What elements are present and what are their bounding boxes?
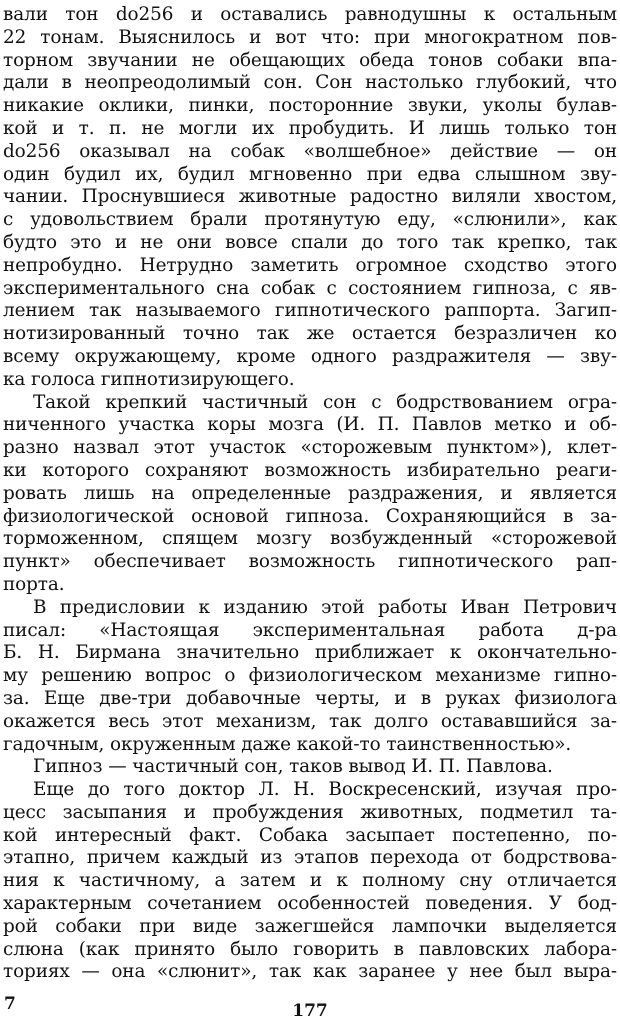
text-line: всему окружающему, кроме одного раздражителя — зву- bbox=[3, 345, 617, 367]
text-line: окажется весь этот механизм, так долго остававшийся за- bbox=[3, 710, 617, 732]
text-line: торном звучании не обещающих обеда тонов собаки впа- bbox=[3, 49, 617, 71]
text-line: один будил их, будил мгновенно при едва слышном зву- bbox=[3, 163, 617, 185]
text-line: Б. Н. Бирмана значительно приближает к окончательно- bbox=[3, 642, 617, 664]
text-line: кой интересный факт. Собака засыпает постепенно, по- bbox=[3, 824, 617, 846]
text-line: пункт» обеспечивает возможность гипнотического рап- bbox=[3, 551, 617, 573]
signature-mark: 7 bbox=[4, 994, 16, 1014]
text-line: дали в неопреодолимый сон. Сон настолько глубокий, что bbox=[3, 72, 617, 94]
text-line: нотизированный точно так же остается безразличен ко bbox=[3, 323, 617, 345]
text-line: порта. bbox=[3, 573, 65, 595]
text-line: do256 оказывал на собак «волшебное» действие — он bbox=[3, 140, 617, 162]
text-line: ровать лишь на определенные раздражения, и является bbox=[3, 482, 617, 504]
text-line: ния к частичному, а затем и к полному сну отличается bbox=[3, 870, 617, 892]
text-line: непробудно. Нетрудно заметить огромное сходство этого bbox=[3, 254, 617, 276]
text-line: этапно, причем каждый из этапов перехода от бодрствова- bbox=[3, 847, 617, 869]
paragraph-first-line: Еще до того доктор Л. Н. Воскресенский, изучая про- bbox=[33, 779, 617, 801]
text-line: физиологической основой гипноза. Сохраняющийся в за- bbox=[3, 505, 617, 527]
page-text bbox=[3, 4, 617, 984]
text-line: чании. Проснувшиеся животные радостно виляли хвостом, bbox=[3, 186, 617, 208]
text-line: экспериментального сна собак с состоянием гипноза, с яв- bbox=[3, 277, 617, 299]
text-line: за. Еще две-три добавочные черты, и в руках физиолога bbox=[3, 687, 617, 709]
text-line: с удовольствием брали протянутую еду, «слюнили», как bbox=[3, 209, 617, 231]
text-line: ниченного участка коры мозга (И. П. Павлов метко и об- bbox=[3, 414, 617, 436]
text-line: рой собаки при виде зажегшейся лампочки выделяется bbox=[3, 915, 617, 937]
text-line: ка голоса гипнотизирующего. bbox=[3, 368, 295, 390]
paragraph-first-line: Гипноз — частичный сон, таков вывод И. П. Павлова. bbox=[33, 756, 553, 778]
text-line: 22 тонам. Выяснилось и вот что: при многократном пов- bbox=[3, 26, 617, 48]
text-line: слюна (как принято было говорить в павловских лабора- bbox=[3, 938, 617, 960]
text-line: му решению вопрос о физиологическом механизме гипно- bbox=[3, 665, 617, 687]
text-line: цесс засыпания и пробуждения животных, подметил та- bbox=[3, 801, 617, 823]
text-line: торможенном, спящем мозгу возбужденный «сторожевой bbox=[3, 528, 617, 550]
text-line: разно назвал этот участок «сторожевым пунктом»), клет- bbox=[3, 437, 617, 459]
text-line: ки которого сохраняют возможность избирательно реаги- bbox=[3, 459, 617, 481]
text-line: характерным сочетанием особенностей поведения. У бод- bbox=[3, 893, 617, 915]
text-line: писал: «Настоящая экспериментальная работа д-ра bbox=[3, 619, 617, 641]
text-line: вали тон do256 и оставались равнодушны к остальным bbox=[3, 4, 617, 25]
text-line: никакие оклики, пинки, посторонние звуки, уколы булав- bbox=[3, 95, 617, 117]
text-line: гадочным, окруженным даже какой-то таинственностью». bbox=[3, 733, 572, 755]
text-line: будто это и не они вовсе спали до того так крепко, так bbox=[3, 231, 617, 253]
text-line: ториях — она «слюнит», так как заранее у нее был выра- bbox=[3, 961, 617, 983]
text-line: лением так называемого гипнотического раппорта. Загип- bbox=[3, 300, 617, 322]
paragraph-first-line: В предисловии к изданию этой работы Иван Петрович bbox=[33, 596, 617, 618]
paragraph-first-line: Такой крепкий частичный сон с бодрствованием огра- bbox=[33, 391, 617, 413]
page-number: 177 bbox=[292, 1001, 328, 1021]
text-line: кой и т. п. не могли их пробудить. И лишь только тон bbox=[3, 117, 617, 139]
